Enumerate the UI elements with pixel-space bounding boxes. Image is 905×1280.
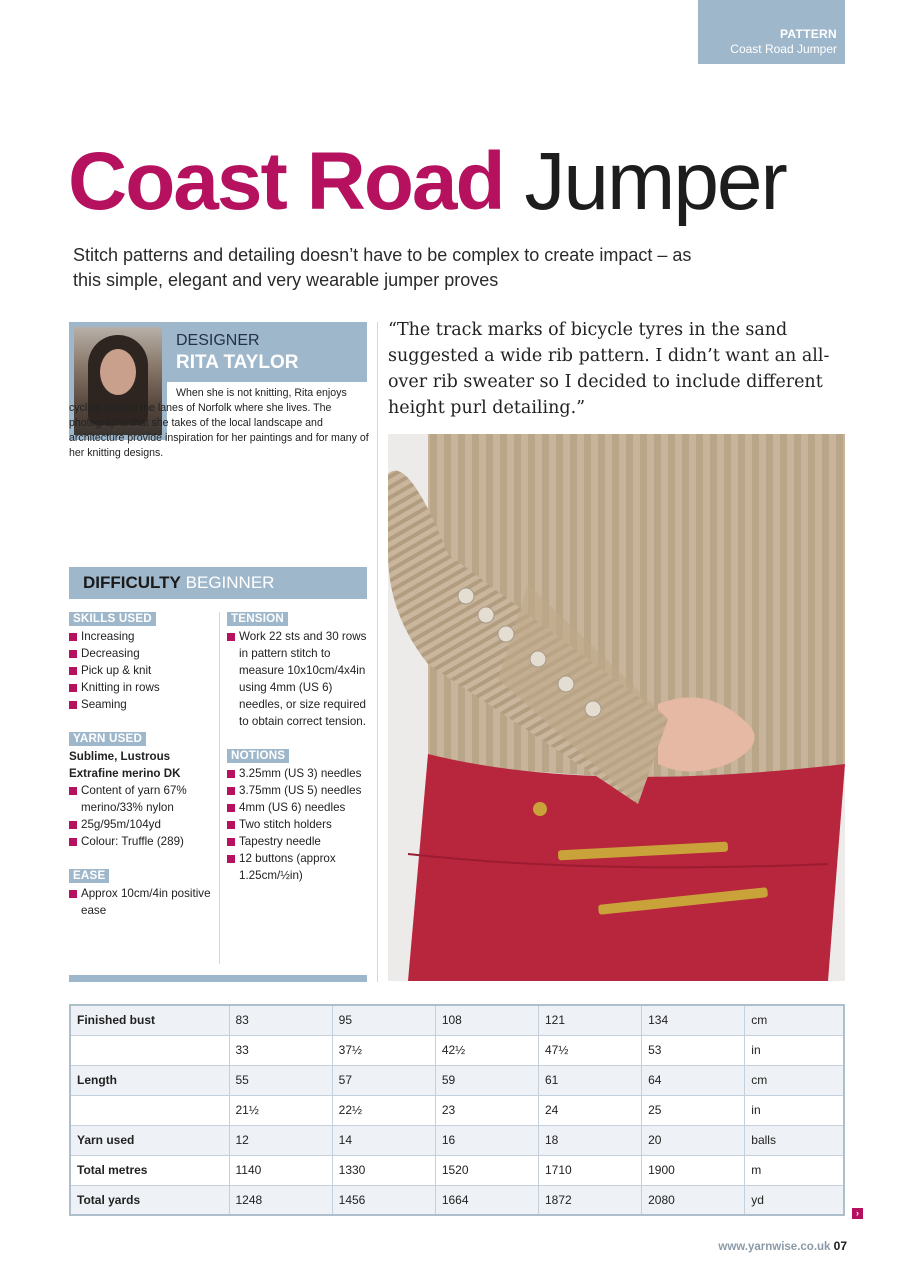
table-cell: 14 — [332, 1125, 435, 1155]
table-row-label — [70, 1095, 229, 1125]
page-footer — [718, 1239, 847, 1253]
sizes-table — [69, 1004, 845, 1216]
table-cell: 24 — [538, 1095, 641, 1125]
table-row — [70, 1065, 844, 1095]
table-row-label — [70, 1035, 229, 1065]
section-tag — [698, 0, 845, 64]
info-column-right — [227, 610, 369, 884]
info-panel-bottom-bar — [69, 975, 367, 982]
skills-heading: SKILLS USED — [69, 612, 156, 626]
table-cell: 134 — [642, 1005, 745, 1035]
difficulty-bar — [69, 567, 367, 599]
table-cell: 42½ — [435, 1035, 538, 1065]
notions-list — [227, 765, 369, 884]
table-cell: 1900 — [642, 1155, 745, 1185]
list-item: Pick up & knit — [69, 662, 217, 679]
table-cell: 61 — [538, 1065, 641, 1095]
list-item: 25g/95m/104yd — [69, 816, 217, 833]
designer-name: RITA TAYLOR — [176, 352, 299, 373]
table-row — [70, 1005, 844, 1035]
table-cell: 1140 — [229, 1155, 332, 1185]
footer-site: www.yarnwise.co.uk — [718, 1241, 831, 1253]
info-column-divider — [219, 612, 220, 964]
difficulty-value: BEGINNER — [185, 573, 275, 592]
jumper-photo — [388, 434, 845, 981]
list-item: Tapestry needle — [227, 833, 369, 850]
designer-bio: When she is not knitting, Rita enjoys cycling around the lanes of Norfolk where she lives. The photographs that she takes of the local landscape and architecture provide inspiration for her paintings and for many of her knitting designs. — [69, 387, 369, 459]
table-unit-cell: cm — [745, 1065, 844, 1095]
table-row — [70, 1125, 844, 1155]
list-item: Knitting in rows — [69, 679, 217, 696]
table-row-label: Finished bust — [70, 1005, 229, 1035]
list-item: Two stitch holders — [227, 816, 369, 833]
table-cell: 55 — [229, 1065, 332, 1095]
table-cell: 1520 — [435, 1155, 538, 1185]
table-row-label: Total metres — [70, 1155, 229, 1185]
list-item: Decreasing — [69, 645, 217, 662]
notions-heading: NOTIONS — [227, 749, 289, 763]
column-divider — [377, 322, 378, 982]
list-item: Approx 10cm/4in positive ease — [69, 885, 217, 919]
table-unit-cell: balls — [745, 1125, 844, 1155]
table-cell: 37½ — [332, 1035, 435, 1065]
page-title-bold: Coast Road — [68, 136, 504, 227]
table-row — [70, 1155, 844, 1185]
table-cell: 12 — [229, 1125, 332, 1155]
list-item: Seaming — [69, 696, 217, 713]
table-cell: 95 — [332, 1005, 435, 1035]
table-row-label: Yarn used — [70, 1125, 229, 1155]
list-item: 12 buttons (approx 1.25cm/½in) — [227, 850, 369, 884]
ease-list — [69, 885, 217, 919]
table-cell: 47½ — [538, 1035, 641, 1065]
table-unit-cell: in — [745, 1095, 844, 1125]
table-row — [70, 1185, 844, 1215]
table-cell: 57 — [332, 1065, 435, 1095]
table-row-label: Length — [70, 1065, 229, 1095]
table-unit-cell: cm — [745, 1005, 844, 1035]
list-item: 4mm (US 6) needles — [227, 799, 369, 816]
info-column-left — [69, 610, 217, 919]
page-title — [68, 132, 786, 232]
section-tag-title: PATTERN — [780, 27, 837, 41]
table-cell: 1330 — [332, 1155, 435, 1185]
table-cell: 23 — [435, 1095, 538, 1125]
table-cell: 83 — [229, 1005, 332, 1035]
list-item: Work 22 sts and 30 rows in pattern stitch to measure 10x10cm/4x4in using 4mm (US 6) needles, or size required to obtain correct tension. — [227, 628, 369, 730]
table-cell: 64 — [642, 1065, 745, 1095]
table-cell: 18 — [538, 1125, 641, 1155]
table-cell: 1456 — [332, 1185, 435, 1215]
yarn-list — [69, 782, 217, 850]
table-cell: 121 — [538, 1005, 641, 1035]
page-title-light: Jumper — [524, 136, 786, 227]
designer-label: DESIGNER — [176, 332, 260, 349]
table-unit-cell: m — [745, 1155, 844, 1185]
table-cell: 22½ — [332, 1095, 435, 1125]
table-cell: 16 — [435, 1125, 538, 1155]
tension-list — [227, 628, 369, 730]
table-row-label: Total yards — [70, 1185, 229, 1215]
list-item: Increasing — [69, 628, 217, 645]
table-row — [70, 1095, 844, 1125]
table-cell: 21½ — [229, 1095, 332, 1125]
ease-heading: EASE — [69, 869, 109, 883]
list-item: Colour: Truffle (289) — [69, 833, 217, 850]
table-unit-cell: yd — [745, 1185, 844, 1215]
table-cell: 25 — [642, 1095, 745, 1125]
table-cell: 1872 — [538, 1185, 641, 1215]
list-item: 3.75mm (US 5) needles — [227, 782, 369, 799]
list-item: 3.25mm (US 3) needles — [227, 765, 369, 782]
next-page-icon: › — [852, 1208, 863, 1219]
yarn-name: Sublime, Lustrous Extrafine merino DK — [69, 750, 181, 780]
list-item: Content of yarn 67% merino/33% nylon — [69, 782, 217, 816]
table-cell: 53 — [642, 1035, 745, 1065]
standfirst: Stitch patterns and detailing doesn’t have to be complex to create impact – as this simple, elegant and very wearable jumper proves — [73, 245, 692, 290]
table-cell: 59 — [435, 1065, 538, 1095]
table-cell: 1710 — [538, 1155, 641, 1185]
skills-list — [69, 628, 217, 713]
table-cell: 108 — [435, 1005, 538, 1035]
tension-heading: TENSION — [227, 612, 288, 626]
table-cell: 33 — [229, 1035, 332, 1065]
page-number: 07 — [833, 1239, 847, 1253]
section-tag-subtitle: Coast Road Jumper — [730, 42, 837, 56]
yarn-heading: YARN USED — [69, 732, 146, 746]
table-cell: 2080 — [642, 1185, 745, 1215]
table-unit-cell: in — [745, 1035, 844, 1065]
table-cell: 20 — [642, 1125, 745, 1155]
table-row — [70, 1035, 844, 1065]
table-cell: 1248 — [229, 1185, 332, 1215]
table-cell: 1664 — [435, 1185, 538, 1215]
pull-quote: “The track marks of bicycle tyres in the sand suggested a wide rib pattern. I didn’t want an all-over rib sweater so I decided to include different height purl detailing.” — [388, 320, 830, 418]
difficulty-label: DIFFICULTY — [83, 573, 181, 592]
